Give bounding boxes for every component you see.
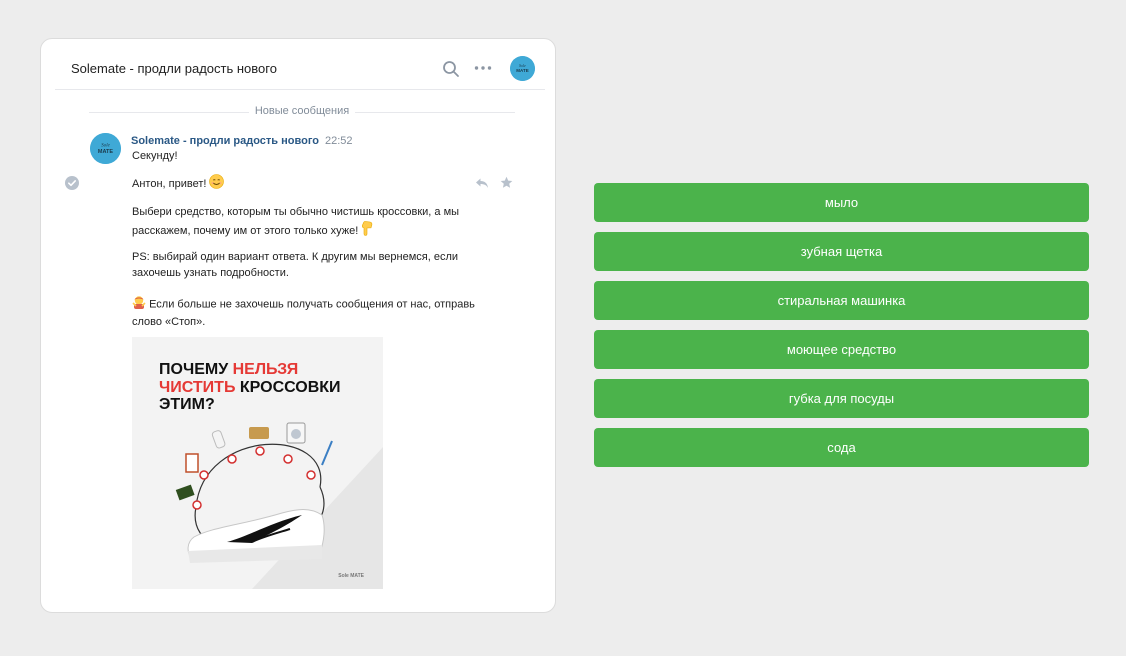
answer-button-toothbrush[interactable]: зубная щетка [594,232,1089,271]
promo-word-why: ПОЧЕМУ [159,361,229,378]
chat-title: Solemate - продли радость нового [71,61,277,76]
chat-window [40,38,556,613]
sender-avatar[interactable] [90,133,121,164]
svg-text:Sole: Sole [101,143,110,149]
message-header [131,135,353,147]
promo-image[interactable] [132,337,383,589]
message-paragraph-3 [132,295,477,330]
new-messages-separator [89,105,515,119]
sender-name-link[interactable]: Solemate - продли радость нового [131,135,319,147]
promo-logo [338,573,364,579]
answer-button-dish-sponge[interactable]: губка для посуды [594,379,1089,418]
star-icon[interactable] [500,176,513,189]
promo-word-cannot: НЕЛЬЗЯ [232,361,299,378]
answer-button-soap[interactable]: мыло [594,183,1089,222]
message-text-first: Секунду! [132,150,178,162]
svg-text:Sole: Sole [519,63,526,68]
smile-emoji [209,174,224,195]
svg-text:Sole MATE: Sole MATE [338,573,364,579]
more-icon[interactable] [473,59,493,77]
reply-icon[interactable] [475,176,489,190]
promo-heading-line-3: ЭТИМ? [159,396,215,413]
chat-header [41,39,555,89]
separator-line [355,112,515,113]
message-paragraph-1 [132,205,477,241]
search-icon[interactable] [442,60,460,78]
avatar[interactable] [510,56,535,81]
check-icon[interactable] [65,176,79,190]
greeting-text: Антон, привет! [132,178,207,191]
promo-word-sneakers: КРОССОВКИ [239,379,341,396]
paragraph-1-text: Выбери средство, которым ты обычно чистишь кроссовки, а мы расскажем, почему им от этого только хуже! [132,206,460,237]
svg-text:MATE: MATE [97,149,114,155]
answer-button-soda[interactable]: сода [594,428,1089,467]
header-divider [55,89,545,90]
message-paragraph-2: PS: выбирай один вариант ответа. К другим мы вернемся, если захочешь узнать подробности. [132,251,459,279]
promo-heading-line-2 [159,379,341,397]
promo-heading-line-1 [159,361,298,379]
answer-button-washing-machine[interactable]: стиральная машинка [594,281,1089,320]
bot-keyboard [594,183,1089,477]
message-time[interactable]: 22:52 [324,135,353,147]
person-gesture-emoji [132,295,146,315]
svg-text:MATE: MATE [516,68,529,73]
paragraph-3-text: Если больше не захочешь получать сообщения от нас, отправь слово «Стоп». [132,298,475,328]
pointing-down-emoji [361,221,373,242]
message-greeting [132,174,477,195]
new-messages-label: Новые сообщения [254,105,350,117]
promo-word-clean: ЧИСТИТЬ [159,379,236,396]
answer-button-detergent[interactable]: моющее средство [594,330,1089,369]
